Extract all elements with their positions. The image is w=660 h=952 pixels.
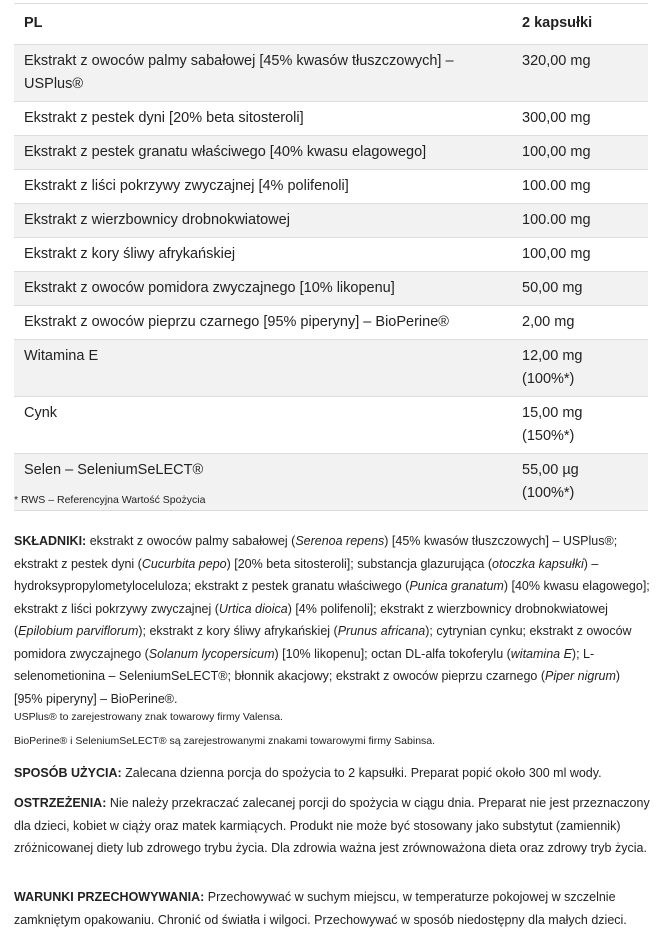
table-row bbox=[14, 102, 648, 136]
ingredient-name: Cynk bbox=[14, 397, 512, 454]
table-row bbox=[14, 272, 648, 306]
latin-name: Epilobium parviflorum bbox=[18, 624, 139, 638]
ingredient-name: Ekstrakt z owoców palmy sabałowej [45% kwasów tłuszczowych] – USPlus® bbox=[14, 45, 512, 102]
ingredient-amount: 12,00 mg bbox=[522, 348, 583, 364]
storage-text: Przechowywać w suchym miejscu, w temperaturze pokojowej w szczelnie zamkniętym opakowaniu. Chronić od światła i wilgoci. Przechowywać w sposób niedostępny dla małych dzieci. bbox=[14, 890, 627, 927]
warnings-paragraph bbox=[14, 792, 650, 860]
ingredients-segment: ) [4% polifenoli]; ekstrakt z wierzbownicy drobnokwiatowej ( bbox=[14, 601, 608, 638]
ingredient-amount: 100.00 mg bbox=[522, 178, 591, 194]
supplement-facts-table bbox=[14, 3, 648, 511]
usage-text: Zalecana dzienna porcja do spożycia to 2 kapsułki. Preparat popić około 300 ml wody. bbox=[121, 766, 602, 780]
trademark-note-sabinsa: BioPerine® i SeleniumSeLECT® są zarejestrowanymi znakami towarowymi firmy Sabinsa. bbox=[14, 735, 436, 747]
latin-name: Prunus africana bbox=[337, 624, 426, 638]
ingredients-segment: ) [45% kwasów tłuszczowych] – USPlus®; ekstrakt z pestek dyni ( bbox=[14, 534, 618, 571]
table-body bbox=[14, 45, 648, 511]
rws-percent: (100%*) bbox=[522, 371, 575, 387]
ingredient-amount: 100,00 mg bbox=[522, 246, 591, 262]
ingredient-amount: 100,00 mg bbox=[522, 144, 591, 160]
rws-percent: (150%*) bbox=[522, 428, 575, 444]
usage-label: SPOSÓB UŻYCIA: bbox=[14, 766, 122, 780]
ingredient-amount-cell bbox=[512, 272, 648, 306]
table-row bbox=[14, 170, 648, 204]
warnings-label: OSTRZEŻENIA: bbox=[14, 796, 107, 810]
ingredient-amount-cell bbox=[512, 204, 648, 238]
ingredients-segment: ) [20% beta sitosteroli]; substancja glazurująca ( bbox=[226, 556, 493, 571]
ingredient-amount-cell bbox=[512, 306, 648, 340]
table-header-row bbox=[14, 4, 648, 45]
ingredient-name: Selen – SeleniumSeLECT® bbox=[14, 454, 512, 511]
table-row bbox=[14, 238, 648, 272]
ingredients-segment: ) [95% piperyny] – BioPerine®. bbox=[14, 669, 621, 706]
ingredient-name: Ekstrakt z kory śliwy afrykańskiej bbox=[14, 238, 512, 272]
ingredient-name: Witamina E bbox=[14, 340, 512, 397]
latin-name: Piper nigrum bbox=[545, 669, 616, 683]
table-row bbox=[14, 340, 648, 397]
ingredients-segment: ); cytrynian cynku; ekstrakt z owoców pomidora zwyczajnego ( bbox=[14, 624, 632, 661]
trademark-note-usplus: USPlus® to zarejestrowany znak towarowy firmy Valensa. bbox=[14, 711, 283, 723]
ingredient-amount-cell bbox=[512, 397, 648, 454]
ingredient-name: Ekstrakt z pestek dyni [20% beta sitosteroli] bbox=[14, 102, 512, 136]
ingredients-segment: ) – hydroksypropylometyloceluloza; ekstrakt z pestek granatu właściwego ( bbox=[14, 556, 599, 593]
storage-paragraph bbox=[14, 886, 650, 931]
latin-name: Solanum lycopersicum bbox=[148, 646, 275, 661]
ingredients-segment: ); ekstrakt z kory śliwy afrykańskiej ( bbox=[138, 624, 338, 638]
ingredients-segment: ); L-selenometionina – SeleniumSeLECT®; błonnik akacjowy; ekstrakt z owoców pieprzu czarnego ( bbox=[14, 646, 595, 683]
storage-label: WARUNKI PRZECHOWYWANIA: bbox=[14, 890, 205, 904]
ingredient-name: Ekstrakt z owoców pieprzu czarnego [95% piperyny] – BioPerine® bbox=[14, 306, 512, 340]
ingredients-label: SKŁADNIKI: bbox=[14, 534, 87, 548]
ingredients-paragraph bbox=[14, 530, 650, 710]
ingredient-amount-cell bbox=[512, 340, 648, 397]
ingredient-amount: 50,00 mg bbox=[522, 280, 583, 296]
latin-name: witamina E bbox=[510, 646, 572, 661]
table-row bbox=[14, 204, 648, 238]
ingredient-name: Ekstrakt z pestek granatu właściwego [40% kwasu elagowego] bbox=[14, 136, 512, 170]
ingredient-amount: 15,00 mg bbox=[522, 405, 583, 421]
ingredient-amount-cell bbox=[512, 238, 648, 272]
table-row bbox=[14, 306, 648, 340]
latin-name: Cucurbita pepo bbox=[141, 556, 227, 571]
latin-name: otoczka kapsułki bbox=[492, 556, 584, 571]
ingredients-text bbox=[14, 534, 650, 706]
ingredient-amount-cell bbox=[512, 170, 648, 204]
latin-name: Serenoa repens bbox=[295, 534, 385, 548]
latin-name: Punica granatum bbox=[409, 579, 504, 593]
table-row bbox=[14, 45, 648, 102]
ingredient-amount-cell bbox=[512, 136, 648, 170]
table-row bbox=[14, 136, 648, 170]
table-row bbox=[14, 397, 648, 454]
ingredients-segment: ) [10% likopenu]; octan DL-alfa tokoferylu ( bbox=[274, 646, 511, 661]
ingredient-amount: 55,00 µg bbox=[522, 462, 579, 478]
ingredients-segment: ) [40% kwasu elagowego]; ekstrakt z liści pokrzywy zwyczajnej ( bbox=[14, 579, 650, 616]
ingredient-name: Ekstrakt z owoców pomidora zwyczajnego [10% likopenu] bbox=[14, 272, 512, 306]
ingredient-amount-cell bbox=[512, 45, 648, 102]
ingredient-amount: 2,00 mg bbox=[522, 314, 575, 330]
ingredients-segment: ekstrakt z owoców palmy sabałowej ( bbox=[86, 534, 296, 548]
warnings-text: Nie należy przekraczać zalecanej porcji do spożycia w ciągu dnia. Preparat nie jest przeznaczony dla dzieci, kobiet w ciąży oraz matek karmiących. Produkt nie może być stosowany jako substytut (zamiennik) zróżnicowanej diety lub zdrowego trybu życia. Dla zdrowia ważna jest zrównoważona dieta oraz zdrowy tryb życia. bbox=[14, 796, 650, 855]
rws-footnote: * RWS – Referencyjna Wartość Spożycia bbox=[14, 494, 206, 506]
header-serving: 2 kapsułki bbox=[512, 4, 648, 45]
ingredient-name: Ekstrakt z liści pokrzywy zwyczajnej [4% polifenoli] bbox=[14, 170, 512, 204]
ingredient-amount-cell bbox=[512, 102, 648, 136]
ingredient-amount: 100.00 mg bbox=[522, 212, 591, 228]
header-language: PL bbox=[14, 4, 512, 45]
ingredient-amount-cell bbox=[512, 454, 648, 511]
ingredient-name: Ekstrakt z wierzbownicy drobnokwiatowej bbox=[14, 204, 512, 238]
ingredient-amount: 300,00 mg bbox=[522, 110, 591, 126]
ingredient-amount: 320,00 mg bbox=[522, 53, 591, 69]
latin-name: Urtica dioica bbox=[218, 601, 288, 616]
rws-percent: (100%*) bbox=[522, 485, 575, 501]
usage-paragraph bbox=[14, 762, 650, 785]
